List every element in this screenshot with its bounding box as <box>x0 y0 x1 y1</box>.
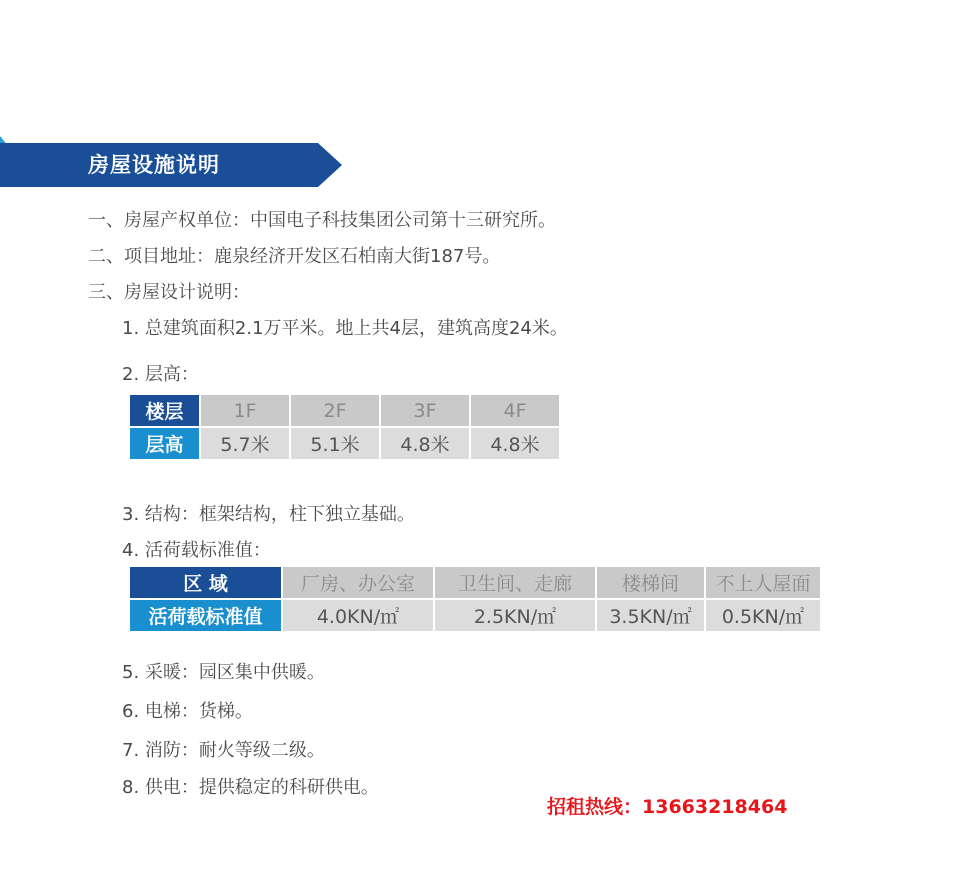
floor-cell: 4F <box>470 395 560 427</box>
design-item-floor-height: 2. 层高： <box>122 364 199 385</box>
load-cell: 4.0KN/㎡ <box>282 599 434 632</box>
table-row <box>130 567 821 599</box>
floor-cell: 2F <box>290 395 380 427</box>
row-header-area: 区 域 <box>130 567 282 599</box>
row-header-floor: 楼层 <box>130 395 200 427</box>
rental-hotline: 招租热线：13663218464 <box>547 796 788 818</box>
area-cell: 楼梯间 <box>596 567 705 599</box>
table-row <box>130 427 560 460</box>
design-item-live-load: 4. 活荷载标准值： <box>122 540 271 561</box>
design-item-power: 8. 供电：提供稳定的科研供电。 <box>122 777 379 798</box>
live-load-table <box>130 567 822 633</box>
load-cell: 3.5KN/㎡ <box>596 599 705 632</box>
load-cell: 2.5KN/㎡ <box>434 599 596 632</box>
row-header-height: 层高 <box>130 427 200 460</box>
floor-cell: 3F <box>380 395 470 427</box>
ownership-line: 一、房屋产权单位：中国电子科技集团公司第十三研究所。 <box>88 210 556 231</box>
floor-cell: 1F <box>200 395 290 427</box>
height-cell: 4.8米 <box>380 427 470 460</box>
area-cell: 不上人屋面 <box>705 567 821 599</box>
design-item-area: 1. 总建筑面积2.1万平米。地上共4层，建筑高度24米。 <box>122 318 568 339</box>
design-item-structure: 3. 结构：框架结构，柱下独立基础。 <box>122 504 415 525</box>
height-cell: 5.1米 <box>290 427 380 460</box>
height-cell: 4.8米 <box>470 427 560 460</box>
design-item-elevator: 6. 电梯：货梯。 <box>122 701 253 722</box>
row-header-load: 活荷载标准值 <box>130 599 282 632</box>
design-heading: 三、房屋设计说明： <box>88 282 250 303</box>
floor-height-table <box>130 395 561 461</box>
height-cell: 5.7米 <box>200 427 290 460</box>
design-item-heating: 5. 采暖：园区集中供暖。 <box>122 662 325 683</box>
area-cell: 厂房、办公室 <box>282 567 434 599</box>
area-cell: 卫生间、走廊 <box>434 567 596 599</box>
address-line: 二、项目地址：鹿泉经济开发区石柏南大街187号。 <box>88 246 501 267</box>
table-row <box>130 599 821 632</box>
table-row <box>130 395 560 427</box>
section-title: 房屋设施说明 <box>88 153 220 177</box>
load-cell: 0.5KN/㎡ <box>705 599 821 632</box>
design-item-fire: 7. 消防：耐火等级二级。 <box>122 740 325 761</box>
